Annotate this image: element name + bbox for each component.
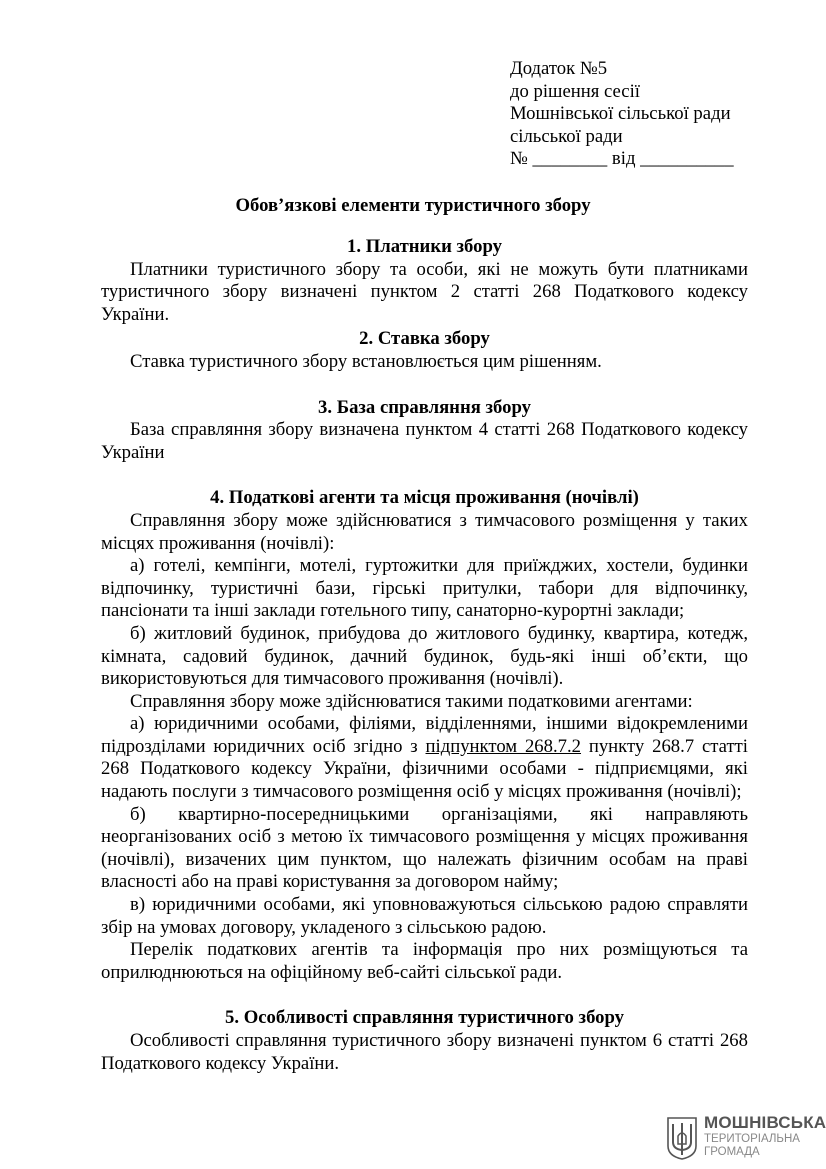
annex-line-5: № ________ від __________ (510, 148, 734, 170)
section-4-paragraph-6: б) квартирно-посередницькими організаціями, які направляють неорганізованих осіб з метою їх тимчасового розміщення у місцях проживання (ночівлі), визачених цим пунктом, що належать фізичним особам на праві власності або на праві користування за договором найму; (101, 803, 748, 893)
section-3 (101, 397, 748, 465)
section-5 (101, 1007, 748, 1075)
section-3-paragraph: База справляння збору визначена пунктом 4 статті 268 Податкового кодексу України (101, 419, 748, 463)
section-2-paragraph: Ставка туристичного збору встановлюється цим рішенням. (130, 350, 602, 372)
annex-line-4: сільської ради (510, 125, 623, 147)
subparagraph-link[interactable]: підпунктом 268.7.2 (425, 735, 582, 757)
section-4-paragraph-3: б) житловий будинок, прибудова до житлового будинку, квартира, котедж, кімната, садовий будинок, дачний будинок, будь-які інші об’єкти, що використовуються для тимчасового проживання (ночівлі). (101, 622, 748, 690)
section-5-paragraph: Особливості справляння туристичного збору визначені пунктом 6 статті 268 Податкового кодексу України. (101, 1030, 748, 1074)
document-body (101, 236, 748, 1075)
section-1 (101, 236, 748, 326)
section-4 (101, 487, 748, 984)
section-1-heading: 1. Платники збору (347, 236, 502, 257)
section-4-paragraph-8: Перелік податкових агентів та інформація про них розміщуються та оприлюднюються на офіційному веб-сайті сільської ради. (101, 939, 748, 983)
trident-icon (666, 1116, 698, 1160)
section-2 (101, 328, 748, 373)
section-4-paragraph-7: в) юридичними особами, які уповноважуються сільською радою справляти збір на умовах договору, укладеного з сільською радою. (101, 894, 748, 938)
section-4-paragraph-4: Справляння збору може здійснюватися такими податковими агентами: (130, 690, 693, 712)
document-title: Обов’язкові елементи туристичного збору (235, 195, 591, 216)
community-logo (666, 1113, 826, 1163)
section-5-heading: 5. Особливості справляння туристичного збору (225, 1007, 624, 1029)
section-4-paragraph-2: а) готелі, кемпінги, мотелі, гуртожитки для приїжджих, хостели, будинки відпочинку, туристичні бази, гірські притулки, табори для відпочинку, пансіонати та інші заклади готельного типу, санаторно-курортні заклади; (101, 555, 748, 622)
annex-line-3: Мошнівської сільської ради (510, 103, 731, 125)
section-4-paragraph-1: Справляння збору може здійснюватися з тимчасового розміщення у таких місцях проживання (ночівлі): (101, 509, 748, 554)
logo-subtitle-2: ГРОМАДА (704, 1146, 760, 1158)
section-4-paragraph-5 (101, 713, 748, 803)
section-1-paragraph: Платники туристичного збору та особи, які не можуть бути платниками туристичного збору визначені пунктом 2 статті 268 Податкового кодексу України. (101, 258, 748, 325)
section-3-heading: 3. База справляння збору (318, 396, 531, 418)
logo-title: МОШНІВСЬКА (704, 1113, 826, 1132)
annex-line-1: Додаток №5 (510, 58, 608, 79)
section-2-heading: 2. Ставка збору (359, 328, 490, 350)
section-4-paragraph-5-end: пункту 268.7 статті 268 Податкового кодексу України, фізичними особами - підприємцями, які надають послуги з тимчасового розміщення осіб у місцях проживання (ночівлі); (101, 735, 748, 803)
logo-subtitle-1: ТЕРИТОРІАЛЬНА (704, 1133, 800, 1145)
section-4-paragraph-5-start: а) юридичними особами, філіями, відділеннями, іншими відокремленими підрозділами юридичних осіб згідно з (101, 713, 748, 757)
annex-block (510, 58, 810, 171)
annex-line-2: до рішення сесії (510, 80, 640, 102)
section-4-heading: 4. Податкові агенти та місця проживання (ночівлі) (210, 487, 639, 509)
